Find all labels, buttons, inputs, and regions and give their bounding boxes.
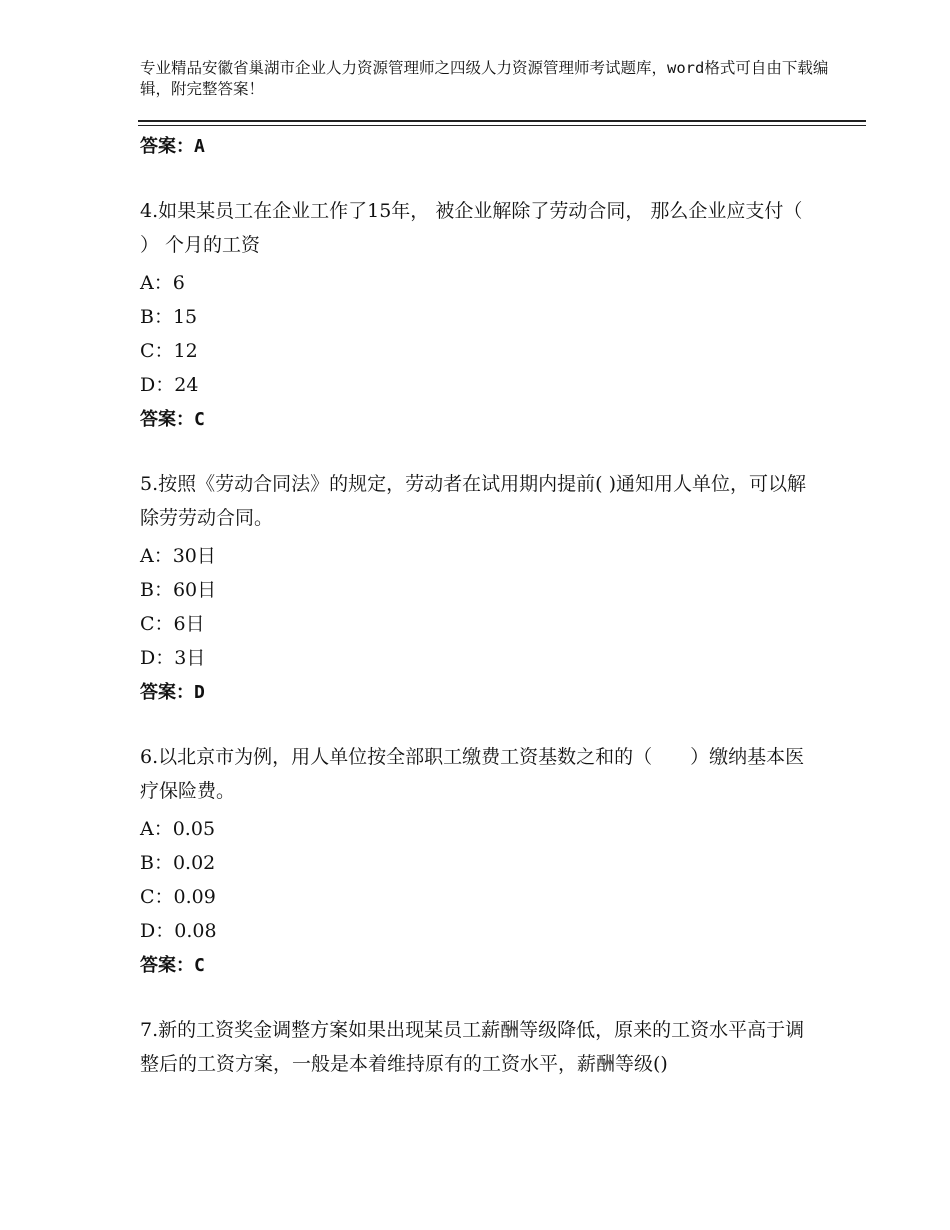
previous-answer: 答案：A — [140, 136, 205, 157]
question-4-text: 4.如果某员工在企业工作了15年， 被企业解除了劳动合同， 那么企业应支付（ ） 个月的工资 — [140, 200, 803, 256]
question-6-answer: 答案：C — [140, 955, 205, 976]
question-5-option-d: D：3日 — [140, 647, 206, 669]
question-6-option-d: D：0.08 — [140, 920, 217, 942]
question-6-text: 6.以北京市为例，用人单位按全部职工缴费工资基数之和的（ ）缴纳基本医疗保险费。 — [140, 746, 805, 802]
question-6-option-a: A：0.05 — [140, 818, 216, 840]
question-6-option-b: B：0.02 — [140, 852, 216, 874]
document-header: 专业精品安徽省巢湖市企业人力资源管理师之四级人力资源管理师考试题库，word格式可自由下载编辑，附完整答案！ — [140, 59, 829, 98]
question-5-answer: 答案：D — [140, 682, 205, 703]
question-4-answer: 答案：C — [140, 409, 205, 430]
question-5-option-a: A：30日 — [140, 545, 216, 567]
question-5-option-b: B：60日 — [140, 579, 217, 601]
question-5-option-c: C：6日 — [140, 613, 205, 635]
header-rule-thick — [138, 120, 866, 122]
question-4-option-b: B：15 — [140, 306, 198, 328]
header-rule-thin — [138, 125, 866, 126]
question-4-option-d: D：24 — [140, 374, 199, 396]
question-4-option-c: C：12 — [140, 340, 198, 362]
question-5-text: 5.按照《劳动合同法》的规定，劳动者在试用期内提前( )通知用人单位，可以解除劳劳动合同。 — [140, 473, 806, 529]
question-4-option-a: A：6 — [140, 272, 185, 294]
question-7-text: 7.新的工资奖金调整方案如果出现某员工薪酬等级降低，原来的工资水平高于调整后的工资方案，一般是本着维持原有的工资水平，薪酬等级() — [140, 1019, 805, 1075]
question-6-option-c: C：0.09 — [140, 886, 216, 908]
